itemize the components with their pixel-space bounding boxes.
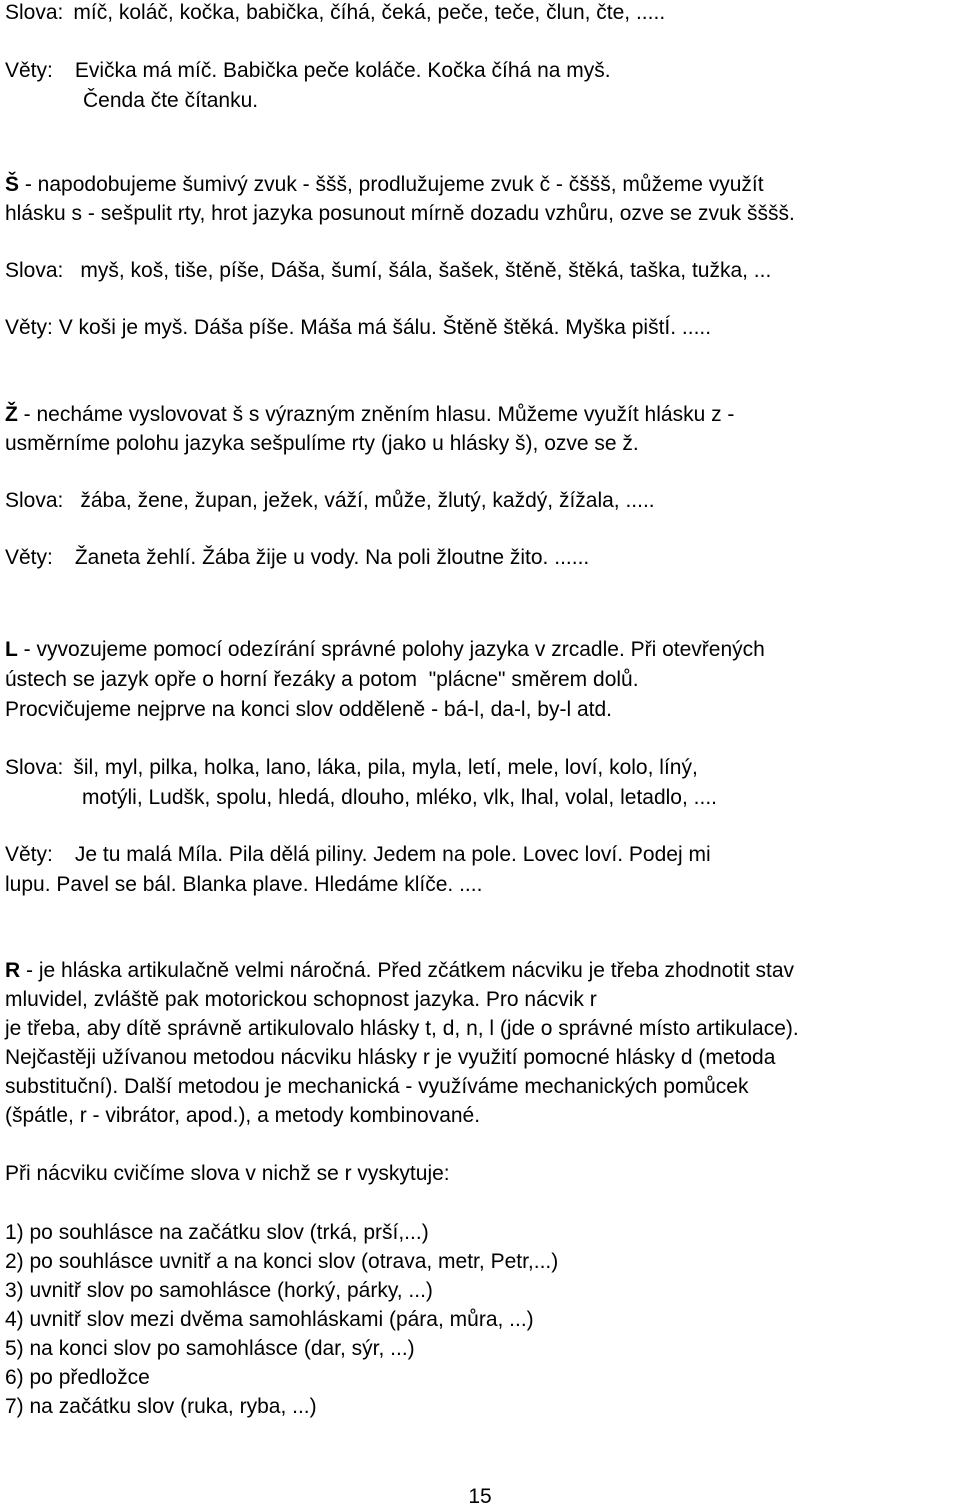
l-vety-label: Věty: [5,843,53,866]
z-vety-line [5,545,589,571]
r-list-item-5: 5) na konci slov po samohlásce (dar, sýr, ...) [5,1337,415,1360]
s-slova-label: Slova: [5,259,64,282]
r-list-item-4: 4) uvnitř slov mezi dvěma samohláskami (pára, můra, ...) [5,1308,534,1331]
z-vety-text: Žaneta žehlí. Žába žije u vody. Na poli žloutne žito. ...... [74,546,590,569]
c-slova-text: míč, koláč, kočka, babička, číhá, čeká, peče, teče, člun, čte, ..... [73,1,666,24]
z-slova-line [5,488,655,514]
r-line5: substituční). Další metodou je mechanická - využíváme mechanických pomůcek [5,1075,749,1098]
c-vety-label: Věty: [5,59,53,82]
s-vety: Věty: V koši je myš. Dáša píše. Máša má šálu. Štěně štěká. Myška pištÍ. ..... [5,316,712,339]
r-list-item-7: 7) na začátku slov (ruka, ryba, ...) [5,1395,317,1418]
s-slova-line [5,258,771,284]
l-line3: Procvičujeme nejprve na konci slov odděleně - bá-l, da-l, by-l atd. [5,698,612,721]
l-slova-line [5,755,698,781]
r-line6: (špátle, r - vibrátor, apod.), a metody kombinované. [5,1104,481,1127]
z-heading-line [5,402,734,428]
l-vety-line [5,842,711,868]
l-line1: - vyvozujeme pomocí odezírání správné polohy jazyka v zrcadle. Při otevřených [17,638,765,661]
z-vety-label: Věty: [5,546,53,569]
s-line2: hlásku s - sešpulit rty, hrot jazyka posunout mírně dozadu vzhůru, ozve se zvuk šššš. [5,202,795,225]
l-vety-line2: lupu. Pavel se bál. Blanka plave. Hledáme klíče. .... [5,873,483,896]
r-list-item-1: 1) po souhlásce na začátku slov (trká, prší,...) [5,1221,429,1244]
l-heading-line [5,637,765,663]
r-list-item-6: 6) po předložce [5,1366,150,1389]
z-slova-text: žába, žene, župan, ježek, váží, může, žlutý, každý, žížala, ..... [80,489,655,512]
c-vety-line [5,58,611,84]
r-list-item-3: 3) uvnitř slov po samohlásce (horký, párky, ...) [5,1279,433,1302]
s-heading-line [5,172,764,198]
z-line2: usměrníme polohu jazyka sešpulíme rty (jako u hlásky š), ozve se ž. [5,432,639,455]
r-heading-line [5,958,794,984]
l-line2: ústech se jazyk opře o horní řezáky a potom "plácne" směrem dolů. [5,668,639,691]
r-list-item-2: 2) po souhlásce uvnitř a na konci slov (otrava, metr, Petr,...) [5,1250,559,1273]
s-line1: - napodobujeme šumivý zvuk - ššš, prodlužujeme zvuk č - čššš, můžeme využít [19,173,764,196]
c-slova-label: Slova: [5,1,64,24]
r-intro: Při nácviku cvičíme slova v nichž se r vyskytuje: [5,1162,450,1185]
r-letter: R [5,959,21,982]
r-line2: mluvidel, zvláště pak motorickou schopnost jazyka. Pro nácvik r [5,988,597,1011]
s-slova-text: myš, koš, tiše, píše, Dáša, šumí, šála, šašek, štěně, štěká, taška, tužka, ... [80,259,772,282]
l-slova-line2: motýli, Ludšk, spolu, hledá, dlouho, mléko, vlk, lhal, volal, letadlo, .... [82,786,717,809]
l-vety-line1: Je tu malá Míla. Pila dělá piliny. Jedem na pole. Lovec loví. Podej mi [74,843,711,866]
c-slova-line [5,0,665,26]
r-line4: Nejčastěji užívanou metodou nácviku hlásky r je využití pomocné hlásky d (metoda [5,1046,776,1069]
c-vety-line2: Čenda čte čítanku. [83,89,259,112]
s-letter: Š [5,173,20,196]
l-slova-label: Slova: [5,756,64,779]
z-letter: Ž [5,403,18,426]
c-vety-line1: Evička má míč. Babička peče koláče. Kočka číhá na myš. [74,59,611,82]
r-line3: je třeba, aby dítě správně artikulovalo hlásky t, d, n, l (jde o správné místo artikulace). [5,1017,799,1040]
l-slova-line1: šil, myl, pilka, holka, lano, láka, pila, myla, letí, mele, loví, kolo, líný, [73,756,698,779]
l-letter: L [5,638,18,661]
page-number: 15 [468,1485,492,1508]
r-line1: - je hláska artikulačně velmi náročná. Před zčátkem nácviku je třeba zhodnotit stav [20,959,795,982]
z-line1: - necháme vyslovovat š s výrazným zněním hlasu. Můžeme využít hlásku z - [17,403,735,426]
z-slova-label: Slova: [5,489,64,512]
